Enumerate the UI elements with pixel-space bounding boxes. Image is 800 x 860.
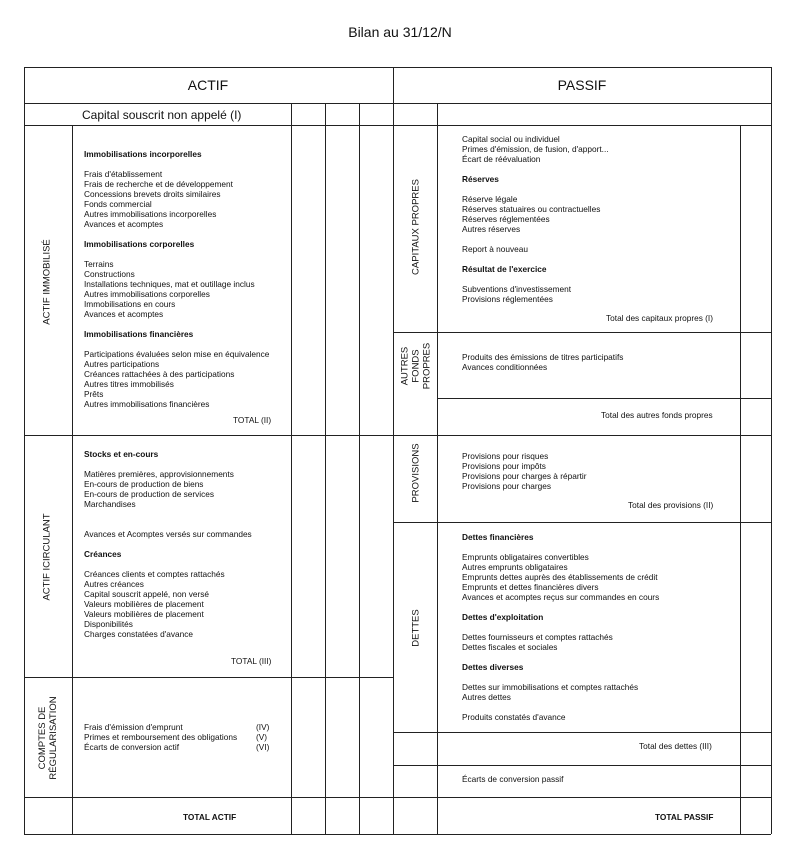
list-item: Frais d'émission d'emprunt — [84, 722, 183, 732]
list-item: Créances rattachées à des participations — [84, 369, 235, 379]
list-item: Autres réserves — [462, 224, 521, 234]
actif-immobilise-label: ACTIF IMMOBILISÉ — [41, 239, 53, 325]
grid-line — [24, 834, 771, 835]
roman-numeral: (VI) — [256, 742, 270, 752]
grid-line — [437, 398, 771, 399]
grid-line — [393, 332, 771, 333]
grid-line — [740, 125, 741, 834]
list-item: Installations techniques, mat et outillage inclus — [84, 279, 255, 289]
grid-line — [393, 765, 771, 766]
list-item: En-cours de production de services — [84, 489, 215, 499]
list-item: Stocks et en-cours — [84, 449, 159, 459]
list-spacer — [462, 652, 659, 662]
comptes-regularisation-label — [37, 696, 59, 779]
list-item: Dettes sur immobilisations et comptes rattachés — [462, 682, 639, 692]
list-item: Frais de recherche et de développement — [84, 179, 233, 189]
list-spacer — [84, 539, 252, 549]
list-item: Autres créances — [84, 579, 144, 589]
list-item: Immobilisations financières — [84, 329, 194, 339]
list-item: Immobilisations incorporelles — [84, 149, 202, 159]
total-autres-fonds-propres: Total des autres fonds propres — [601, 410, 713, 420]
regularisation-label-line2: RÉGULARISATION — [48, 696, 59, 780]
list-item: Autres immobilisations corporelles — [84, 289, 210, 299]
list-item: Provisions pour impôts — [462, 461, 546, 471]
list-spacer — [462, 622, 659, 632]
grid-line — [359, 103, 360, 834]
grid-line — [325, 103, 326, 834]
list-item: Avances conditionnées — [462, 362, 548, 372]
list-spacer — [84, 559, 252, 569]
list-item: Capital souscrit appelé, non versé — [84, 589, 209, 599]
capitaux-propres-list — [462, 134, 609, 304]
grid-line — [393, 732, 771, 733]
list-item: Résultat de l'exercice — [462, 264, 547, 274]
list-spacer — [462, 542, 659, 552]
total-actif: TOTAL ACTIF — [183, 812, 237, 822]
list-spacer — [84, 339, 269, 349]
list-item: Réserves réglementées — [462, 214, 550, 224]
list-item: Provisions pour risques — [462, 451, 549, 461]
list-spacer — [462, 702, 659, 712]
list-spacer — [462, 184, 609, 194]
actif-header: ACTIF — [187, 77, 229, 93]
list-spacer — [462, 164, 609, 174]
list-item: Charges constatées d'avance — [84, 629, 194, 639]
autres-fonds-line2: FONDS — [410, 349, 422, 383]
list-item: Créances — [84, 549, 122, 559]
autres-fonds-propres-label — [400, 343, 433, 389]
total-dettes: Total des dettes (III) — [639, 741, 712, 751]
list-item: Fonds commercial — [84, 199, 152, 209]
list-item: Primes d'émission, de fusion, d'apport... — [462, 144, 609, 154]
list-item: Dettes fiscales et sociales — [462, 642, 558, 652]
grid-line — [24, 103, 771, 104]
list-item: Dettes diverses — [462, 662, 524, 672]
list-item: Provisions réglementées — [462, 294, 553, 304]
list-item: Report à nouveau — [462, 244, 528, 254]
autres-fonds-propres-list — [462, 352, 623, 372]
list-item: Créances clients et comptes rattachés — [84, 569, 225, 579]
list-spacer — [462, 234, 609, 244]
list-item: Provisions pour charges à répartir — [462, 471, 587, 481]
list-spacer — [84, 459, 252, 469]
ecarts-conversion-passif: Écarts de conversion passif — [462, 774, 564, 784]
autres-fonds-line1: AUTRES — [399, 346, 411, 386]
list-item: Matières premières, approvisionnements — [84, 469, 234, 479]
total-ii: TOTAL (II) — [233, 415, 272, 425]
provisions-list — [462, 451, 587, 491]
list-item: Provisions pour charges — [462, 481, 552, 491]
grid-line — [393, 435, 771, 436]
capital-souscrit-label: Capital souscrit non appelé (I) — [82, 108, 242, 122]
list-item: Produits des émissions de titres participatifs — [462, 352, 624, 362]
grid-line — [24, 677, 393, 678]
grid-line — [393, 797, 771, 798]
total-capitaux-propres: Total des capitaux propres (I) — [606, 313, 713, 323]
autres-fonds-line3: PROPRES — [421, 342, 433, 390]
list-item: Frais d'établissement — [84, 169, 163, 179]
total-passif: TOTAL PASSIF — [655, 812, 714, 822]
list-item: Produits constatés d'avance — [462, 712, 566, 722]
list-item: Capital social ou individuel — [462, 134, 560, 144]
grid-line — [24, 67, 771, 68]
regularisation-roman-list — [256, 722, 269, 752]
list-spacer — [462, 602, 659, 612]
regularisation-list — [84, 722, 237, 752]
capitaux-propres-label: CAPITAUX PROPRES — [410, 179, 422, 275]
total-provisions: Total des provisions (II) — [628, 500, 714, 510]
list-item: Autres emprunts obligataires — [462, 562, 568, 572]
list-item: Avances et acomptes reçus sur commandes en cours — [462, 592, 660, 602]
list-item: Réserves — [462, 174, 499, 184]
list-item: Emprunts et dettes financières divers — [462, 582, 599, 592]
actif-immobilise-list — [84, 149, 269, 409]
grid-line — [24, 435, 393, 436]
actif-circulant-label: ACTIF ICIRCULANT — [41, 513, 53, 601]
list-item: Avances et acomptes — [84, 219, 164, 229]
list-spacer — [84, 519, 252, 529]
list-item: Avances et acomptes — [84, 309, 164, 319]
list-spacer — [462, 254, 609, 264]
list-item: Emprunts dettes auprès des établissements de crédit — [462, 572, 658, 582]
list-item: Emprunts obligataires convertibles — [462, 552, 589, 562]
list-spacer — [84, 249, 269, 259]
list-item: Immobilisations en cours — [84, 299, 176, 309]
page-title: Bilan au 31/12/N — [348, 24, 452, 40]
list-spacer — [84, 509, 252, 519]
list-item: Réserve légale — [462, 194, 518, 204]
list-item: En-cours de production de biens — [84, 479, 204, 489]
grid-line — [291, 103, 292, 834]
grid-line — [24, 67, 25, 834]
list-item: Avances et Acomptes versés sur commandes — [84, 529, 252, 539]
list-item: Immobilisations corporelles — [84, 239, 195, 249]
list-spacer — [462, 274, 609, 284]
list-item: Dettes d'exploitation — [462, 612, 544, 622]
grid-line — [72, 125, 73, 834]
list-item: Marchandises — [84, 499, 136, 509]
list-spacer — [84, 319, 269, 329]
passif-header: PASSIF — [557, 77, 607, 93]
list-item: Autres participations — [84, 359, 160, 369]
list-item: Constructions — [84, 269, 135, 279]
regularisation-label-line1: COMPTES DE — [37, 706, 48, 770]
actif-circulant-list — [84, 449, 252, 639]
list-item: Valeurs mobilières de placement — [84, 609, 204, 619]
roman-numeral: (IV) — [256, 722, 270, 732]
list-item: Subventions d'investissement — [462, 284, 572, 294]
grid-line — [24, 797, 393, 798]
list-item: Participations évaluées selon mise en équivalence — [84, 349, 270, 359]
list-spacer — [84, 229, 269, 239]
dettes-label: DETTES — [410, 609, 422, 647]
total-iii: TOTAL (III) — [231, 656, 272, 666]
list-item: Terrains — [84, 259, 114, 269]
dettes-list — [462, 532, 659, 722]
grid-line — [437, 103, 438, 834]
list-item: Écarts de conversion actif — [84, 742, 179, 752]
list-item: Valeurs mobilières de placement — [84, 599, 204, 609]
list-item: Autres immobilisations financières — [84, 399, 210, 409]
list-item: Disponibilités — [84, 619, 133, 629]
grid-line — [24, 125, 393, 126]
list-spacer — [84, 159, 269, 169]
list-item: Concessions brevets droits similaires — [84, 189, 221, 199]
list-item: Réserves statuaires ou contractuelles — [462, 204, 601, 214]
list-item: Autres titres immobilisés — [84, 379, 174, 389]
grid-line — [771, 67, 772, 834]
list-item: Écart de réévaluation — [462, 154, 541, 164]
grid-line — [393, 522, 771, 523]
list-item: Autres immobilisations incorporelles — [84, 209, 217, 219]
provisions-label: PROVISIONS — [410, 443, 422, 503]
list-item: Dettes fournisseurs et comptes rattachés — [462, 632, 613, 642]
grid-line — [393, 125, 771, 126]
list-item: Prêts — [84, 389, 104, 399]
list-item: Primes et remboursement des obligations — [84, 732, 238, 742]
list-item: Dettes financières — [462, 532, 534, 542]
roman-numeral: (V) — [256, 732, 268, 742]
list-item: Autres dettes — [462, 692, 511, 702]
list-spacer — [462, 672, 659, 682]
grid-line — [393, 67, 394, 834]
